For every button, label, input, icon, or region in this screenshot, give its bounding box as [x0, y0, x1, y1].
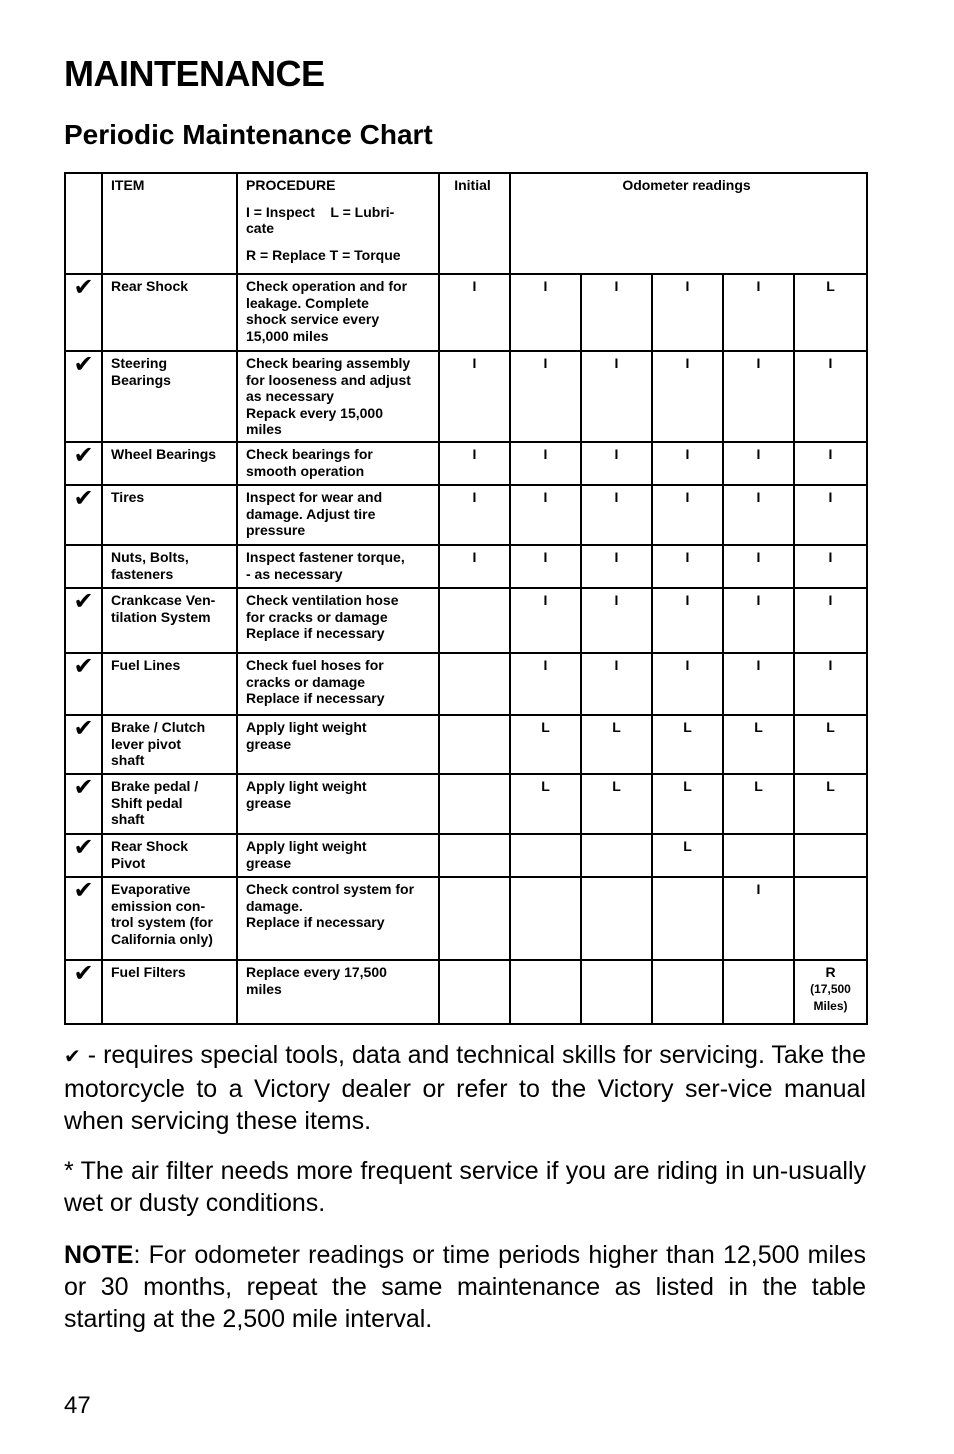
section-title: Periodic Maintenance Chart	[64, 119, 433, 150]
odometer-mark-cell	[652, 545, 723, 588]
odometer-mark-cell	[652, 877, 723, 960]
header-initial-label: Initial	[454, 177, 491, 193]
procedure-text: Apply light weight	[246, 778, 367, 794]
procedure-text: Replace if necessary	[246, 914, 385, 930]
check-mark-icon: ✔	[73, 588, 94, 615]
procedure-cell	[237, 960, 439, 1024]
procedure-text: Inspect for wear and	[246, 489, 383, 505]
item-text: Steering	[111, 355, 168, 371]
odometer-mark-cell	[581, 442, 652, 485]
special-tools-check-cell	[65, 351, 102, 442]
maintenance-mark: I	[543, 355, 548, 371]
odometer-mark-cell	[723, 960, 794, 1024]
procedure-cell	[237, 545, 439, 588]
procedure-text: Apply light weight	[246, 719, 367, 735]
initial-mark-cell	[439, 588, 510, 653]
maintenance-mark: I	[472, 278, 477, 294]
procedure-cell	[237, 715, 439, 774]
odometer-mark-cell	[652, 653, 723, 715]
odometer-mark-cell	[723, 653, 794, 715]
procedure-text: smooth operation	[246, 462, 365, 479]
odometer-mark-cell	[652, 774, 723, 834]
odometer-mark-cell	[510, 545, 581, 588]
procedure-text: shock service every	[246, 311, 380, 327]
procedure-text: miles	[246, 980, 282, 997]
odometer-mark-cell	[510, 588, 581, 653]
check-mark-icon: ✔	[73, 960, 94, 987]
odometer-mark-cell	[652, 588, 723, 653]
footnote-special-tools-text: - requires special tools, data and technical skills for servicing. Take the motorcycle to a Victory dealer or refer to the Victory ser-vice manual when servicing these items.	[64, 1041, 866, 1135]
maintenance-mark: I	[614, 446, 619, 462]
item-text: Crankcase Ven-	[111, 592, 216, 608]
table-row	[65, 545, 867, 588]
maintenance-mark: L	[541, 778, 550, 794]
maintenance-mark: I	[472, 549, 477, 565]
item-cell	[102, 351, 237, 442]
item-text: California only)	[111, 930, 213, 947]
initial-mark-cell	[439, 774, 510, 834]
maintenance-mark: I	[614, 278, 619, 294]
odometer-mark-cell	[510, 274, 581, 351]
odometer-mark-cell	[510, 485, 581, 545]
odometer-mark-cell	[723, 442, 794, 485]
maintenance-mark: I	[756, 592, 761, 608]
odometer-mark-cell	[794, 774, 867, 834]
procedure-text: Check bearing assembly	[246, 355, 411, 371]
item-text: Tires	[111, 489, 145, 505]
maintenance-mark: I	[685, 355, 690, 371]
initial-mark-cell	[439, 877, 510, 960]
odometer-mark-cell	[652, 274, 723, 351]
maintenance-mark: L	[541, 719, 550, 735]
item-text: Shift pedal	[111, 794, 183, 811]
maintenance-mark: I	[543, 446, 548, 462]
odometer-mark-cell	[794, 442, 867, 485]
maintenance-mark: I	[472, 355, 477, 371]
legend-line: I = Inspect L = Lubri-	[246, 203, 395, 220]
item-text: Brake / Clutch	[111, 719, 206, 735]
chart-body	[65, 274, 867, 1024]
item-cell	[102, 442, 237, 485]
item-text: emission con-	[111, 897, 206, 914]
maintenance-mark: I	[756, 657, 761, 673]
table-row	[65, 960, 867, 1024]
check-mark-icon: ✔	[73, 715, 94, 742]
maintenance-mark: L	[754, 778, 763, 794]
odometer-mark-cell	[581, 653, 652, 715]
procedure-cell	[237, 653, 439, 715]
initial-mark-cell	[439, 545, 510, 588]
odometer-mark-cell	[510, 834, 581, 877]
check-mark-icon: ✔	[73, 774, 94, 801]
maintenance-mark: I	[614, 489, 619, 505]
procedure-text: Check control system for	[246, 881, 415, 897]
odometer-mark-cell	[794, 351, 867, 442]
special-tools-check-cell	[65, 485, 102, 545]
odometer-mark-cell	[794, 588, 867, 653]
table-row	[65, 588, 867, 653]
procedure-text: leakage. Complete	[246, 294, 369, 311]
item-text: Rear Shock	[111, 278, 189, 294]
check-mark-icon: ✔	[64, 1046, 81, 1068]
maintenance-mark: I	[756, 549, 761, 565]
header-item	[102, 173, 237, 274]
initial-mark-cell	[439, 715, 510, 774]
odometer-mark-cell	[723, 545, 794, 588]
special-tools-check-cell	[65, 588, 102, 653]
initial-mark-cell	[439, 442, 510, 485]
header-odometer-label: Odometer readings	[622, 177, 751, 193]
table-row	[65, 274, 867, 351]
odometer-mark-cell	[794, 274, 867, 351]
item-cell	[102, 715, 237, 774]
odometer-mark-cell	[723, 834, 794, 877]
odometer-mark-cell	[581, 485, 652, 545]
odometer-mark-cell	[510, 351, 581, 442]
special-tools-check-cell	[65, 715, 102, 774]
legend-line: cate	[246, 220, 275, 236]
maintenance-mark: I	[828, 657, 833, 673]
item-text: shaft	[111, 811, 145, 827]
procedure-text: damage. Adjust tire	[246, 505, 376, 522]
odometer-mark-cell	[794, 715, 867, 774]
maintenance-mark: I	[828, 355, 833, 371]
maintenance-mark: I	[828, 489, 833, 505]
procedure-text: - as necessary	[246, 565, 343, 582]
initial-mark-cell	[439, 274, 510, 351]
maintenance-mark: I	[614, 592, 619, 608]
maintenance-mark: L	[612, 778, 621, 794]
page-title: MAINTENANCE	[64, 53, 325, 94]
special-tools-check-cell	[65, 442, 102, 485]
item-text: shaft	[111, 752, 145, 768]
odometer-mark-cell	[794, 834, 867, 877]
procedure-text: for cracks or damage	[246, 608, 388, 625]
maintenance-mark: I	[543, 657, 548, 673]
odometer-mark-cell	[723, 774, 794, 834]
header-check-column	[65, 173, 102, 274]
check-mark-icon: ✔	[73, 274, 94, 301]
maintenance-mark: I	[756, 278, 761, 294]
table-row	[65, 715, 867, 774]
odometer-mark-cell	[723, 877, 794, 960]
header-procedure-label: PROCEDURE	[246, 177, 336, 193]
odometer-mark-cell	[723, 588, 794, 653]
item-text: Nuts, Bolts,	[111, 549, 189, 565]
maintenance-mark: I	[685, 657, 690, 673]
maintenance-mark: L	[683, 778, 692, 794]
procedure-text: grease	[246, 794, 292, 811]
odometer-mark-cell	[723, 485, 794, 545]
procedure-cell	[237, 834, 439, 877]
special-tools-check-cell	[65, 653, 102, 715]
item-text: Wheel Bearings	[111, 446, 217, 462]
initial-mark-cell	[439, 485, 510, 545]
item-text: tilation System	[111, 608, 211, 625]
odometer-mark-cell	[723, 274, 794, 351]
table-row	[65, 442, 867, 485]
item-text: Pivot	[111, 854, 146, 871]
odometer-mark-cell	[794, 653, 867, 715]
header-item-label: ITEM	[111, 177, 145, 193]
procedure-text: Check bearings for	[246, 446, 373, 462]
odometer-mark-cell	[652, 442, 723, 485]
item-cell	[102, 545, 237, 588]
procedure-cell	[237, 877, 439, 960]
special-tools-check-cell	[65, 877, 102, 960]
item-text: lever pivot	[111, 735, 182, 752]
procedure-text: grease	[246, 854, 292, 871]
footnote-air-filter: * The air filter needs more frequent service if you are riding in un-usually wet or dusty conditions.	[64, 1157, 866, 1217]
maintenance-mark: I	[756, 489, 761, 505]
maintenance-mark: I	[472, 446, 477, 462]
item-text: fasteners	[111, 565, 174, 582]
check-mark-icon: ✔	[73, 834, 94, 861]
odometer-mark-cell	[794, 485, 867, 545]
maintenance-mark: L	[612, 719, 621, 735]
initial-mark-cell	[439, 653, 510, 715]
odometer-mark-cell	[581, 877, 652, 960]
procedure-text: Replace every 17,500	[246, 964, 387, 980]
note-text: : For odometer readings or time periods higher than 12,500 miles or 30 months, repeat the same maintenance as listed in the table starting at the 2,500 mile interval.	[64, 1241, 866, 1333]
footnote-special-tools	[64, 1039, 866, 1137]
odometer-mark-cell	[794, 960, 867, 1024]
table-row	[65, 485, 867, 545]
odometer-mark-cell	[581, 834, 652, 877]
odometer-mark-cell	[510, 715, 581, 774]
odometer-mark-cell	[510, 442, 581, 485]
item-text: trol system (for	[111, 914, 213, 930]
procedure-cell	[237, 774, 439, 834]
item-text: Bearings	[111, 371, 171, 388]
maintenance-chart	[64, 172, 868, 1025]
maintenance-mark: I	[685, 592, 690, 608]
maintenance-mark: I	[828, 446, 833, 462]
header-row	[65, 173, 867, 274]
initial-mark-cell	[439, 834, 510, 877]
maintenance-mark: I	[685, 549, 690, 565]
header-procedure	[237, 173, 439, 274]
odometer-mark-cell	[652, 960, 723, 1024]
odometer-mark-cell	[581, 351, 652, 442]
maintenance-mark: I	[685, 489, 690, 505]
odometer-mark-cell	[652, 485, 723, 545]
item-cell	[102, 960, 237, 1024]
check-mark-icon: ✔	[73, 485, 94, 512]
special-tools-check-cell	[65, 545, 102, 588]
legend-line: R = Replace T = Torque	[246, 246, 401, 263]
maintenance-mark: I	[756, 446, 761, 462]
initial-mark-cell	[439, 960, 510, 1024]
footnote-note	[64, 1239, 866, 1335]
maintenance-mark: L	[826, 278, 835, 294]
procedure-cell	[237, 588, 439, 653]
odometer-mark-cell	[723, 715, 794, 774]
procedure-text: grease	[246, 735, 292, 752]
item-cell	[102, 588, 237, 653]
check-mark-icon: ✔	[73, 442, 94, 469]
maintenance-mark: L	[754, 719, 763, 735]
maintenance-mark: I	[756, 355, 761, 371]
odometer-mark-cell	[581, 274, 652, 351]
procedure-cell	[237, 274, 439, 351]
maintenance-mark: L	[683, 838, 692, 854]
table-row	[65, 351, 867, 442]
procedure-text: Check fuel hoses for	[246, 657, 384, 673]
procedure-text: pressure	[246, 522, 306, 538]
procedure-text: miles	[246, 421, 282, 437]
procedure-text: cracks or damage	[246, 673, 366, 690]
special-tools-check-cell	[65, 774, 102, 834]
maintenance-mark: L	[826, 778, 835, 794]
initial-mark-cell	[439, 351, 510, 442]
odometer-mark-cell	[652, 351, 723, 442]
odometer-mark-cell	[510, 774, 581, 834]
maintenance-mark: I	[543, 592, 548, 608]
table-row	[65, 877, 867, 960]
item-cell	[102, 274, 237, 351]
maintenance-mark: I	[543, 549, 548, 565]
procedure-cell	[237, 442, 439, 485]
procedure-cell	[237, 351, 439, 442]
item-text: Fuel Lines	[111, 657, 181, 673]
odometer-mark-cell	[581, 545, 652, 588]
odometer-mark-cell	[794, 545, 867, 588]
special-tools-check-cell	[65, 274, 102, 351]
procedure-text: damage.	[246, 897, 303, 914]
procedure-text: as necessary	[246, 388, 334, 404]
procedure-text: Check ventilation hose	[246, 592, 399, 608]
maintenance-mark: I	[685, 446, 690, 462]
odometer-mark-cell	[581, 960, 652, 1024]
maintenance-mark: I	[685, 278, 690, 294]
item-cell	[102, 834, 237, 877]
maintenance-mark: I	[614, 549, 619, 565]
procedure-text: Repack every 15,000	[246, 404, 383, 421]
maintenance-mark: I	[472, 489, 477, 505]
item-cell	[102, 485, 237, 545]
mark-note: (17,500	[810, 981, 851, 996]
procedure-cell	[237, 485, 439, 545]
item-cell	[102, 877, 237, 960]
maintenance-mark: I	[828, 592, 833, 608]
odometer-mark-cell	[652, 715, 723, 774]
header-initial	[439, 173, 510, 274]
header-odometer	[510, 173, 867, 274]
procedure-text: Inspect fastener torque,	[246, 549, 405, 565]
maintenance-mark: I	[756, 881, 761, 897]
odometer-mark-cell	[581, 774, 652, 834]
table-row	[65, 774, 867, 834]
odometer-mark-cell	[510, 653, 581, 715]
procedure-text: 15,000 miles	[246, 327, 329, 344]
item-text: Rear Shock	[111, 838, 189, 854]
item-text: Evaporative	[111, 881, 191, 897]
procedure-text: Replace if necessary	[246, 625, 385, 641]
maintenance-mark: I	[614, 657, 619, 673]
item-cell	[102, 774, 237, 834]
maintenance-mark: I	[614, 355, 619, 371]
procedure-text: Check operation and for	[246, 278, 408, 294]
odometer-mark-cell	[581, 715, 652, 774]
item-text: Fuel Filters	[111, 964, 186, 980]
check-mark-icon: ✔	[73, 877, 94, 904]
odometer-mark-cell	[794, 877, 867, 960]
odometer-mark-cell	[652, 834, 723, 877]
procedure-text: Apply light weight	[246, 838, 367, 854]
odometer-mark-cell	[510, 960, 581, 1024]
item-cell	[102, 653, 237, 715]
odometer-mark-cell	[510, 877, 581, 960]
item-text: Brake pedal /	[111, 778, 199, 794]
maintenance-mark: I	[543, 489, 548, 505]
maintenance-mark: L	[826, 719, 835, 735]
odometer-mark-cell	[581, 588, 652, 653]
odometer-mark-cell	[723, 351, 794, 442]
table-row	[65, 653, 867, 715]
maintenance-mark: L	[683, 719, 692, 735]
special-tools-check-cell	[65, 960, 102, 1024]
check-mark-icon: ✔	[73, 351, 94, 378]
procedure-text: Replace if necessary	[246, 690, 385, 706]
maintenance-mark: I	[828, 549, 833, 565]
page-number: 47	[64, 1392, 91, 1419]
mark-note: Miles)	[813, 998, 848, 1013]
table-row	[65, 834, 867, 877]
check-mark-icon: ✔	[73, 653, 94, 680]
note-label: NOTE	[64, 1241, 134, 1269]
maintenance-mark: R	[825, 964, 836, 980]
maintenance-mark: I	[543, 278, 548, 294]
special-tools-check-cell	[65, 834, 102, 877]
procedure-text: for looseness and adjust	[246, 371, 411, 388]
